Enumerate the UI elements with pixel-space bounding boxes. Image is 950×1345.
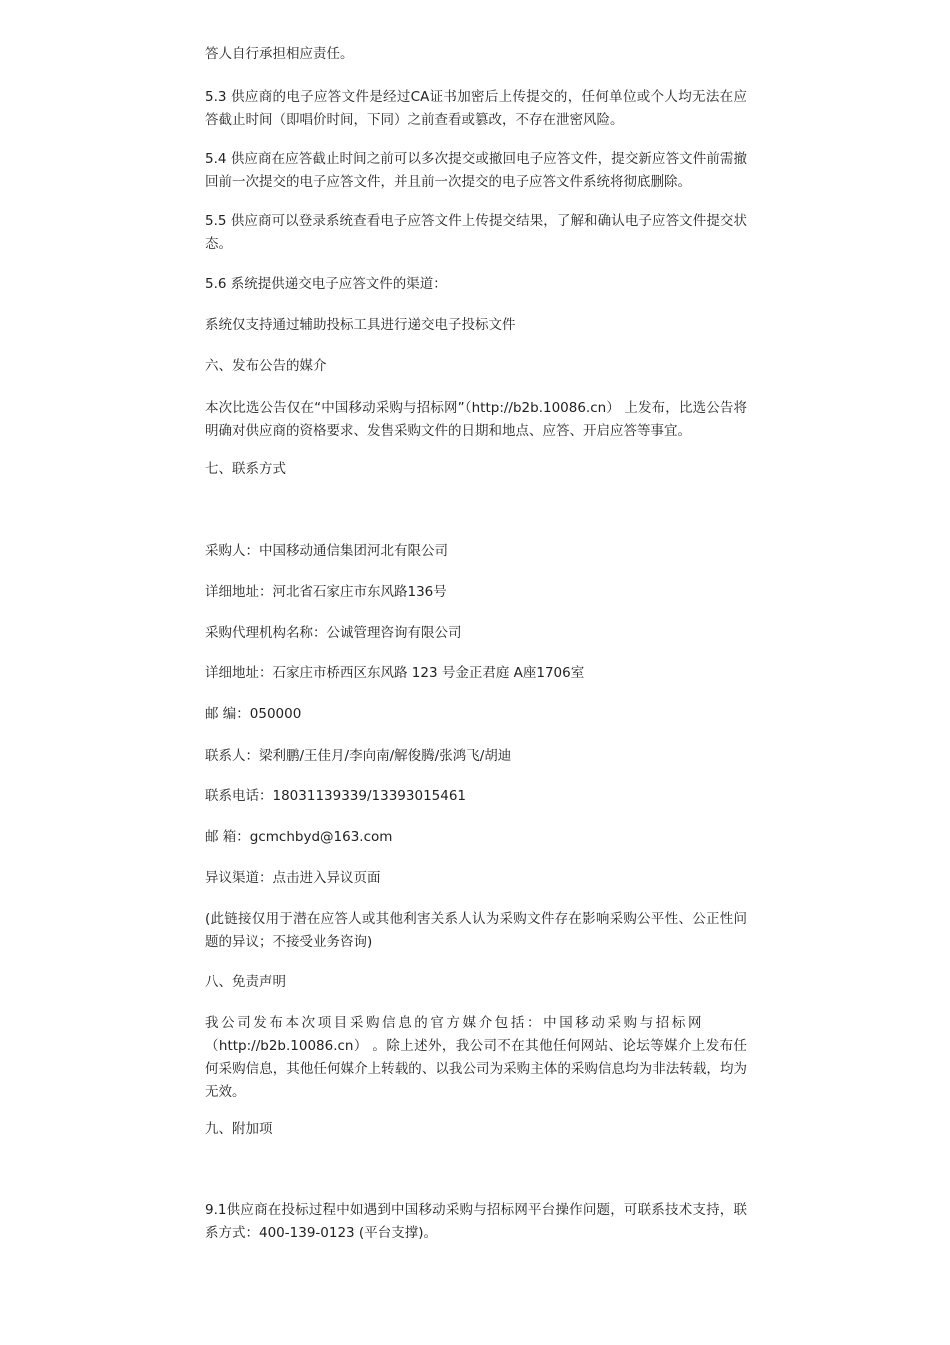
contact-purchaser: 采购人：中国移动通信集团河北有限公司 [205, 543, 448, 559]
paragraph-5-4: 5.4 供应商在应答截止时间之前可以多次提交或撤回电子应答文件，提交新应答文件前需撤回前一次提交的电子应答文件，并且前一次提交的电子应答文件系统将彻底删除。 [205, 151, 747, 190]
paragraph-5-6: 5.6 系统提供递交电子应答文件的渠道： [205, 276, 447, 292]
contact-agency: 采购代理机构名称：公诚管理咨询有限公司 [205, 625, 462, 641]
section-heading-8: 八、免责声明 [205, 974, 286, 990]
paragraph-5-5: 5.5 供应商可以登录系统查看电子应答文件上传提交结果，了解和确认电子应答文件提交状态。 [205, 213, 747, 252]
contact-address-agency: 详细地址：石家庄市桥西区东风路 123 号金正君庭 A座1706室 [205, 665, 585, 681]
contact-email: 邮 箱：gcmchbyd@163.com [205, 829, 393, 845]
contact-address-purchaser: 详细地址：河北省石家庄市东风路136号 [205, 584, 447, 600]
paragraph-5-3: 5.3 供应商的电子应答文件是经过CA证书加密后上传提交的，任何单位或个人均无法在应答截止时间（即唱价时间，下同）之前查看或篡改，不存在泄密风险。 [205, 89, 747, 128]
paragraph-liability: 答人自行承担相应责任。 [205, 46, 354, 62]
paragraph-9-1: 9.1供应商在投标过程中如遇到中国移动采购与招标网平台操作问题，可联系技术支持，联系方式：400-139-0123 (平台支撑)。 [205, 1202, 747, 1241]
disclaimer-first-line: 我公司发布本次项目采购信息的官方媒介包括：中国移动采购与招标网 [205, 1015, 705, 1031]
objection-note: (此链接仅用于潜在应答人或其他利害关系人认为采购文件存在影响采购公平性、公正性问题的异议；不接受业务咨询) [205, 911, 747, 950]
section-heading-7: 七、联系方式 [205, 461, 286, 477]
contact-phone: 联系电话：18031139339/13393015461 [205, 788, 467, 804]
section-heading-6: 六、发布公告的媒介 [205, 358, 327, 374]
paragraph-submission-channel: 系统仅支持通过辅助投标工具进行递交电子投标文件 [205, 317, 516, 333]
contact-postcode: 邮 编：050000 [205, 706, 302, 722]
contact-persons: 联系人：梁利鹏/王佳月/李向南/解俊腾/张鸿飞/胡迪 [205, 748, 512, 764]
contact-objection-link[interactable]: 异议渠道：点击进入异议页面 [205, 870, 381, 886]
disclaimer-body: （http://b2b.10086.cn） 。除上述外，我公司不在其他任何网站、论坛等媒介上发布任何采购信息，其他任何媒介上转载的、以我公司为采购主体的采购信息均为非法转载，均为无效。 [205, 1038, 747, 1100]
section-heading-9: 九、附加项 [205, 1121, 273, 1137]
paragraph-announcement-media: 本次比选公告仅在“中国移动采购与招标网”（http://b2b.10086.cn） 上发布，比选公告将明确对供应商的资格要求、发售采购文件的日期和地点、应答、开启应答等事宜。 [205, 400, 747, 439]
